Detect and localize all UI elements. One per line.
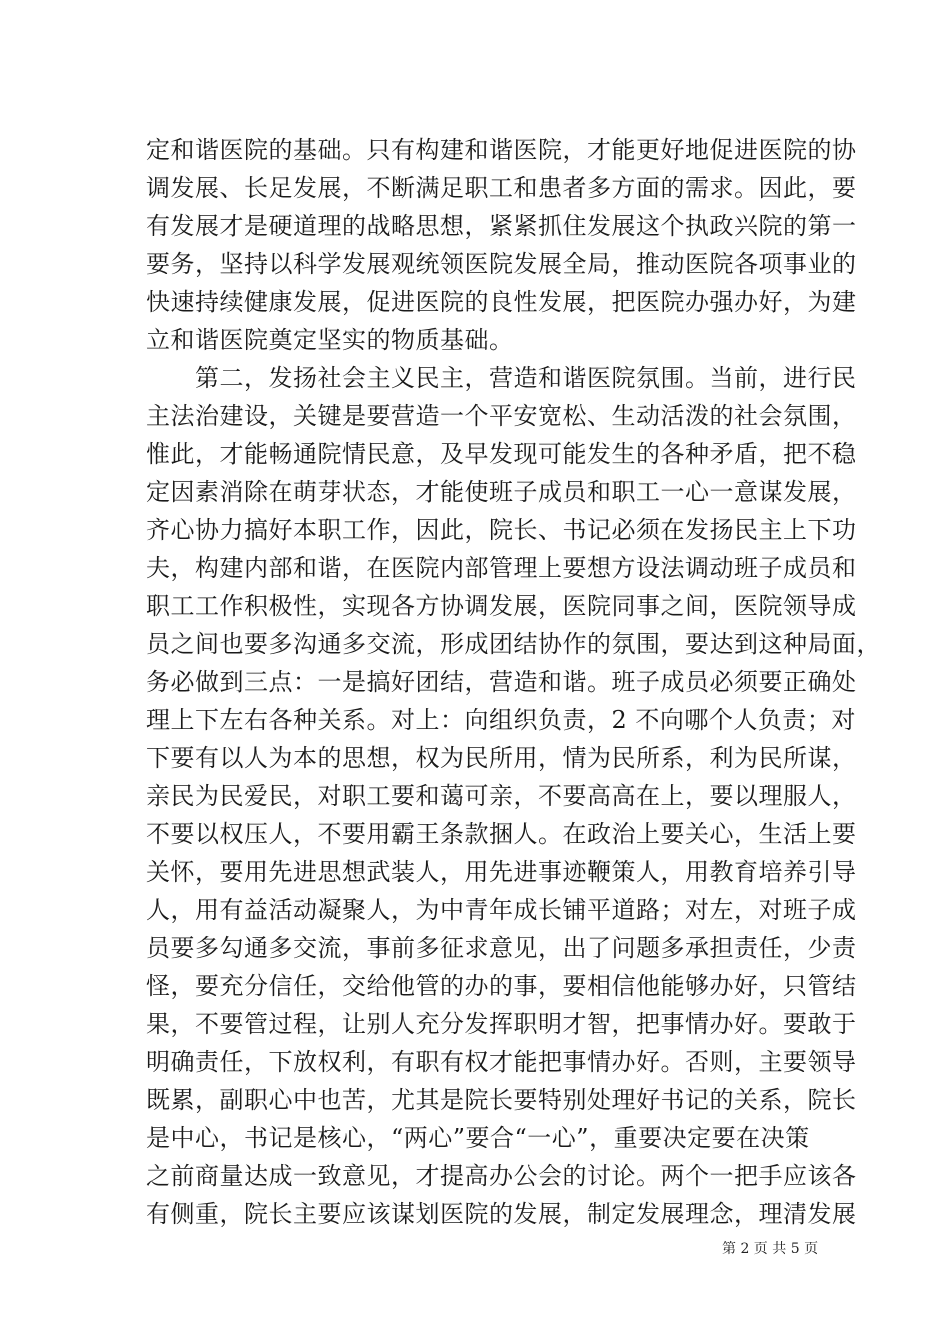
text-line: 主法治建设，关键是要营造一个平安宽松、生动活泼的社会氛围，: [146, 402, 857, 430]
text-line: 人，用有益活动凝聚人，为中青年成长铺平道路；对左，对班子成: [146, 896, 857, 924]
text-line: 立和谐医院奠定坚实的物质基础。: [146, 326, 514, 354]
text-line: 定和谐医院的基础。只有构建和谐医院，才能更好地促进医院的协: [146, 136, 857, 164]
text-line: 有发展才是硬道理的战略思想，紧紧抓住发展这个执政兴院的第一: [146, 212, 857, 240]
text-line: 第二，发扬社会主义民主，营造和谐医院氛围。当前，进行民: [146, 364, 857, 392]
page-number: 第 2 页 共 5 页: [722, 1241, 819, 1257]
text-line: 夫，构建内部和谐，在医院内部管理上要想方设法调动班子成员和: [146, 554, 857, 582]
text-line: 要务，坚持以科学发展观统领医院发展全局，推动医院各项事业的: [146, 250, 857, 278]
text-line: 理上下左右各种关系。对上：向组织负责，2 不向哪个人负责；对: [146, 706, 856, 734]
text-line: 员之间也要多沟通多交流，形成团结协作的氛围，要达到这种局面，: [146, 630, 881, 658]
text-line: 务必做到三点：一是搞好团结，营造和谐。班子成员必须要正确处: [146, 668, 857, 696]
text-line: 明确责任，下放权利，有职有权才能把事情办好。否则，主要领导: [146, 1048, 857, 1076]
text-line: 怪，要充分信任，交给他管的办的事，要相信他能够办好，只管结: [146, 972, 857, 1000]
text-line: 调发展、长足发展，不断满足职工和患者多方面的需求。因此，要: [146, 174, 857, 202]
text-line: 是中心，书记是核心，“两心”要合“一心”，重要决定要在决策: [146, 1124, 810, 1152]
text-line: 果，不要管过程，让别人充分发挥职明才智，把事情办好。要敢于: [146, 1010, 857, 1038]
text-line: 关怀，要用先进思想武装人，用先进事迹鞭策人，用教育培养引导: [146, 858, 857, 886]
text-line: 惟此，才能畅通院情民意，及早发现可能发生的各种矛盾，把不稳: [146, 440, 857, 468]
text-line: 员要多勾通多交流，事前多征求意见，出了问题多承担责任，少责: [146, 934, 857, 962]
text-line: 齐心协力搞好本职工作，因此，院长、书记必须在发扬民主上下功: [146, 516, 857, 544]
text-line: 亲民为民爱民，对职工要和蔼可亲，不要高高在上，要以理服人，: [146, 782, 857, 810]
text-line: 快速持续健康发展，促进医院的良性发展，把医院办强办好，为建: [146, 288, 857, 316]
text-line: 下要有以人为本的思想，权为民所用，情为民所系，利为民所谋，: [146, 744, 857, 772]
text-line: 不要以权压人，不要用霸王条款捆人。在政治上要关心，生活上要: [146, 820, 857, 848]
text-line: 之前商量达成一致意见，才提高办公会的讨论。两个一把手应该各: [146, 1162, 857, 1190]
text-line: 职工工作积极性，实现各方协调发展，医院同事之间，医院领导成: [146, 592, 857, 620]
text-line: 有侧重，院长主要应该谋划医院的发展，制定发展理念，理清发展: [146, 1200, 857, 1228]
text-line: 既累，副职心中也苦，尤其是院长要特别处理好书记的关系，院长: [146, 1086, 857, 1114]
text-line: 定因素消除在萌芽状态，才能使班子成员和职工一心一意谋发展，: [146, 478, 857, 506]
